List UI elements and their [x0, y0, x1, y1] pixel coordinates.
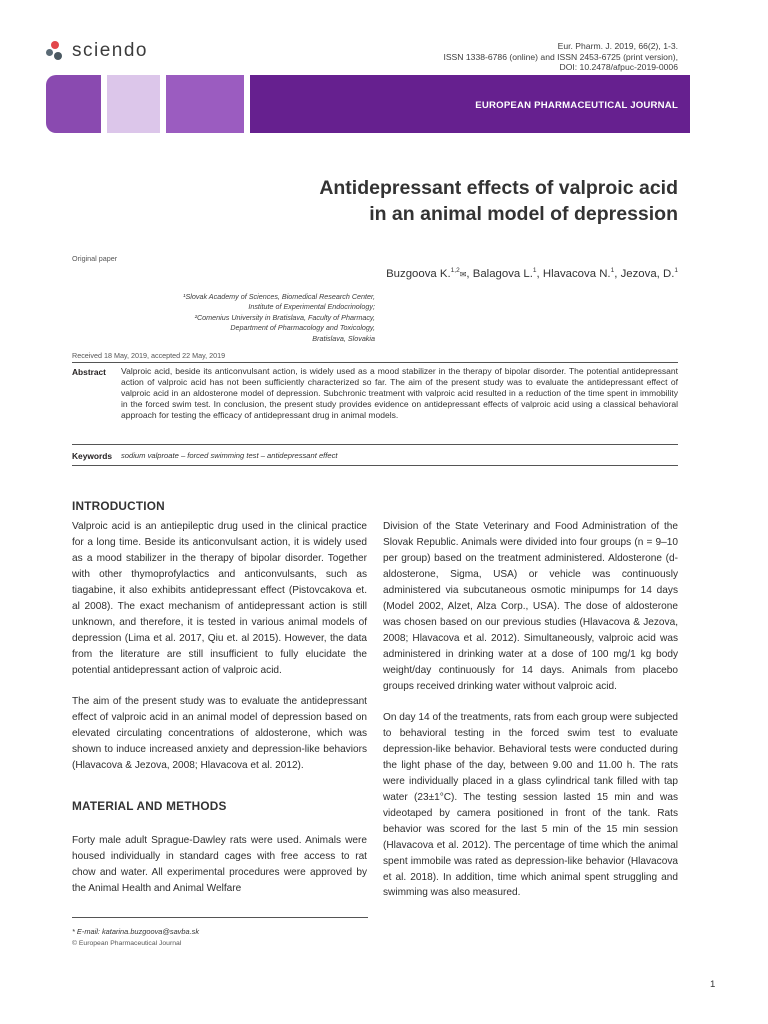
- author-4-affil: 1: [674, 267, 678, 274]
- affiliation-line: Department of Pharmacology and Toxicology,: [230, 323, 375, 333]
- affiliation-line: ²Comenius University in Bratislava, Faculty of Pharmacy,: [194, 312, 375, 322]
- footnote-rule: [72, 917, 368, 918]
- divider: [72, 362, 678, 363]
- copyright: © European Pharmaceutical Journal: [72, 940, 182, 947]
- methods-paragraph-3: On day 14 of the treatments, rats from each group were subjected to behavioral testing in the forced swim test to evaluate depression-like behavior. Behavioral tests were conducted during the light phase of the day, between 9.00 and 11.00 h. The rats were individually placed in a glass cylindrical tank filled with tap water (23±1°C). The testing session lasted 15 min and was videotaped by camera positioned in front of the tank. Rats behavior was scored for the last 5 min of the 15 min session (Hlavacova et al. 2012). The percentage of time which the animal spent immobile was rated as depression-like behavior (Hlavacova et al. 2018). In addition, time which animal spent struggling and swimming was also measured.: [383, 712, 678, 899]
- author-3: , Hlavacova N.: [536, 267, 611, 280]
- publication-info: [443, 41, 678, 73]
- author-list: [386, 267, 678, 280]
- corresponding-email[interactable]: * E-mail: katarina.buzgoova@savba.sk: [72, 927, 200, 936]
- title-line-1: Antidepressant effects of valproic acid: [319, 177, 678, 199]
- author-4: , Jezova, D.: [614, 267, 675, 280]
- header-band-block-3: [166, 75, 244, 133]
- author-3-affil: 1: [610, 267, 615, 274]
- affiliation-line: Bratislava, Slovakia: [312, 333, 375, 343]
- author-2-affil: 1: [532, 267, 537, 274]
- methods-paragraph-1: Forty male adult Sprague-Dawley rats were used. Animals were housed individually in standard cages with free access to rat chow and water. All experimental procedures were approved by the Animal Health and Animal Welfare: [72, 835, 367, 894]
- issn: ISSN 1338-6786 (online) and ISSN 2453-6725 (print version),: [443, 51, 678, 62]
- publisher-name: sciendo: [72, 40, 148, 61]
- keywords-text: sodium valproate – forced swimming test – antidepressant effect: [121, 451, 338, 460]
- author-2: , Balagova L.: [466, 267, 533, 280]
- received-dates: Received 18 May, 2019, accepted 22 May, 2019: [72, 351, 226, 360]
- journal-name: EUROPEAN PHARMACEUTICAL JOURNAL: [475, 100, 678, 111]
- divider: [72, 465, 678, 466]
- author-1: Buzgoova K.: [386, 267, 451, 280]
- affiliation-line: Institute of Experimental Endocrinology;: [248, 302, 375, 312]
- title-line-2: in an animal model of depression: [369, 203, 678, 225]
- introduction-paragraph-2: The aim of the present study was to evaluate the antidepressant effect of valproic acid in an animal model of depression based on elevated circulating concentrations of aldosterone, which was shown to induce increased anxiety and depression-like behaviors (Hlavacova & Jezova, 2008; Hlavacova et al. 2012).: [72, 696, 367, 771]
- section-heading-methods: MATERIAL AND METHODS: [72, 799, 227, 813]
- sciendo-logo-icon: [46, 41, 66, 61]
- section-heading-introduction: INTRODUCTION: [72, 499, 165, 513]
- introduction-paragraph-1: Valproic acid is an antiepileptic drug used in the clinical practice for a long time. Beside its anticonvulsant action, it is widely used as a mood stabilizer in the therapy of bipolar disorder. Together with other thymoprofylactics and anticonvulsants, such as tiagabine, it also exhibits antidepressant effect (Pistovcakova et. al 2008). The exact mechanism of antidepressant action is still unknown, and therefore, it is tested in various animal models of depression (Lima et al. 2017, Qiu et. al 2015). However, the data from the literature are still insufficient to fully elucidate the potential antidepressant action of valproic acid.: [72, 521, 367, 676]
- email-icon[interactable]: ✉: [459, 269, 467, 279]
- author-1-affil: 1,2: [450, 267, 460, 274]
- affiliations: [183, 292, 375, 344]
- affiliation-line: ¹Slovak Academy of Sciences, Biomedical Research Center,: [183, 292, 375, 301]
- abstract-label: Abstract: [72, 367, 106, 377]
- divider: [72, 444, 678, 445]
- article-title: [319, 175, 678, 227]
- keywords-label: Keywords: [72, 451, 113, 461]
- abstract-text: Valproic acid, beside its anticonvulsant action, is widely used as a mood stabilizer in the therapy of bipolar disorder. The potential antidepressant action of valproic acid has not been sufficiently characterized so far. The aim of the present study was to evaluate the antidepressant effect of valproic acid in an aldosterone model of depression. Subchronic treatment with valproic acid resulted in a reduction of the time spent in immobility in the forced swim test. In conclusion, the present study provides evidence on antidepressant effects of valproic acid using a classical behavioral approach for testing the efficacy of antidepressant drug in animal models.: [121, 366, 678, 421]
- page-number: 1: [710, 979, 716, 990]
- header-band-block-2: [107, 75, 160, 133]
- doi: DOI: 10.2478/afpuc-2019-0006: [559, 62, 678, 72]
- article-type: Original paper: [72, 254, 118, 263]
- header-band-block-1: [46, 75, 101, 133]
- publisher-logo: [46, 40, 148, 62]
- citation: Eur. Pharm. J. 2019, 66(2), 1-3.: [557, 41, 678, 51]
- methods-paragraph-2: Division of the State Veterinary and Food Administration of the Slovak Republic. Animals were divided into four groups (n = 9–10 per group) based on the treatment administered. Aldosterone (d-aldosterone, Sigma, USA) or vehicle was continuously administered via subcutaneous osmotic minipumps for 14 days (Model 2002, Alzet, Alza Corp., USA). The dose of aldosterone was chosen based on our previous studies (Hlavacova & Jezova, 2008; Hlavacova et al. 2012). Simultaneously, valproic acid was administered in drinking water at a dose of 100 mg/1 kg body weight/day continuously for 14 days. Animals from placebo groups received drinking water without valproic acid.: [383, 521, 678, 692]
